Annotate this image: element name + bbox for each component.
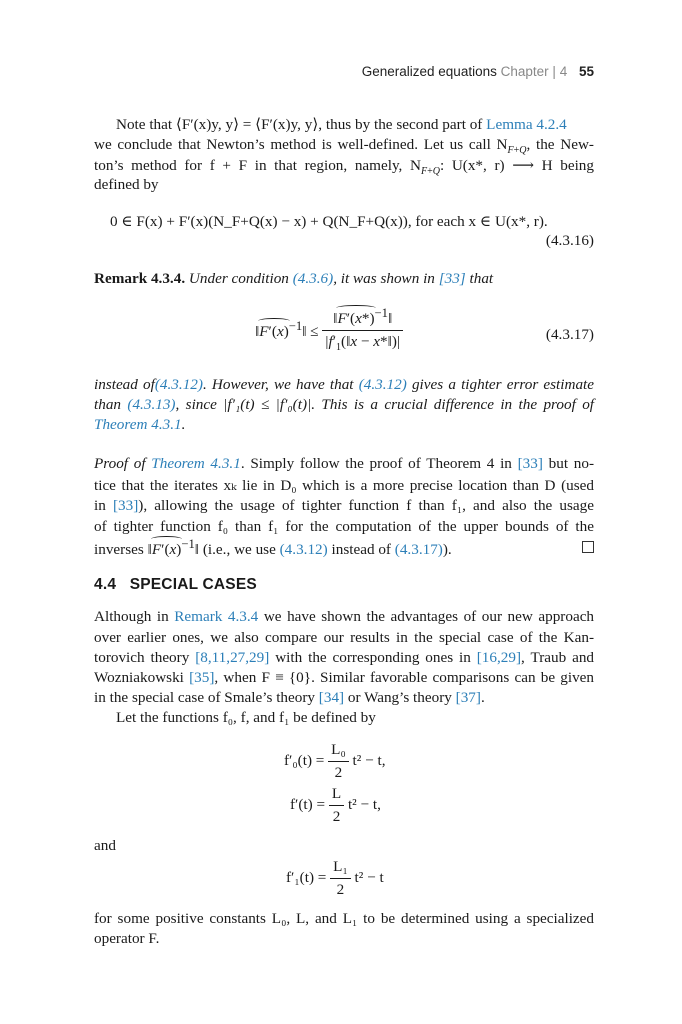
remark-cont-line-2 bbox=[94, 396, 594, 414]
page-number: 55 bbox=[578, 64, 594, 79]
remark-label: Remark 4.3.4. bbox=[94, 270, 186, 287]
proof-l5d: ). bbox=[442, 541, 452, 559]
special-line-2 bbox=[94, 629, 594, 647]
special-line-7 bbox=[94, 910, 594, 928]
proof-l1: . Simply follow the proof of Theorem 4 in bbox=[240, 455, 512, 472]
f0-den: 2 bbox=[334, 764, 343, 781]
proof-line-4 bbox=[94, 518, 594, 536]
f1-lhs: f′₁(t) = bbox=[286, 868, 327, 886]
equation-4-3-17: $‖F'(x)^{-1}‖$ ≤ $\frac{‖F'(x*)^{-1}‖}{|f'_1(‖x - x*‖)|}$ bbox=[255, 306, 403, 353]
paragraph-1-line-1 bbox=[94, 115, 594, 134]
p1-line2b: , the New- bbox=[526, 136, 594, 153]
proof-line-3 bbox=[94, 497, 594, 515]
sp-l3c: , Traub and bbox=[521, 649, 595, 666]
proof-l5c: instead of bbox=[331, 541, 391, 559]
section-number: 4.4 bbox=[94, 576, 117, 593]
p1-line3b: : U(x*, r) ⟶ H being bbox=[439, 157, 594, 174]
rc-l2b: , since |f′₁(t) ≤ |f′₀(t)|. This is a crucial difference in the proof of bbox=[175, 396, 595, 413]
p1-intro: Note that ⟨F′(x)y, y⟩ = ⟨F′(x)y, y⟩, thus by the second part of bbox=[116, 116, 483, 133]
link-lemma-4-2-4[interactable]: Lemma 4.2.4 bbox=[486, 116, 567, 133]
remark-text-1: Under condition bbox=[188, 270, 289, 287]
qed-symbol bbox=[582, 540, 594, 558]
paragraph-1-line-2: we conclude that Newton’s method is well-defined. Let us call $N_{F+Q}$, the New- bbox=[94, 136, 594, 157]
proof-l4: of tighter function f₀ than f₁ for the computation of the upper bounds of the bbox=[94, 518, 594, 535]
remark-cont-line-3 bbox=[94, 416, 594, 434]
f0-tail: t² − t, bbox=[352, 751, 386, 769]
sp-l4a: Wozniakowski bbox=[94, 669, 184, 686]
f0-num: L₀ bbox=[328, 741, 349, 762]
rc-l1c: gives a tighter error estimate bbox=[411, 376, 595, 393]
ref-4-3-12-b[interactable]: (4.3.12) bbox=[358, 376, 407, 393]
paragraph-1-line-3: ton’s method for f + F in that region, namely, $N_{F+Q}$: U(x*, r) ⟶ H being bbox=[94, 157, 594, 178]
ref-8-11-27-29[interactable]: [8,11,27,29] bbox=[195, 649, 270, 666]
header-separator: | bbox=[552, 64, 556, 79]
sp-l7: for some positive constants L₀, L, and L₁ to be determined using a specialized bbox=[94, 910, 594, 927]
ref-37[interactable]: [37] bbox=[455, 689, 481, 706]
ref-remark-4-3-4[interactable]: Remark 4.3.4 bbox=[174, 608, 259, 625]
proof-line-1 bbox=[94, 455, 594, 473]
f-lhs: f′(t) = bbox=[290, 795, 326, 813]
proof-l5a: inverses ‖ bbox=[94, 541, 152, 559]
remark-text-3: that bbox=[469, 270, 494, 287]
section-title: SPECIAL CASES bbox=[129, 576, 257, 593]
f1-num: L₁ bbox=[330, 858, 351, 879]
sp-l3a: torovich theory bbox=[94, 649, 190, 666]
sp-l5c: . bbox=[480, 689, 485, 706]
f-den: 2 bbox=[332, 808, 341, 825]
equation-number-4-3-16: (4.3.16) bbox=[545, 232, 594, 249]
equation-4-3-16: 0 ∈ F(x) + F′(x)(N_F+Q(x) − x) + Q(N_F+Q(x)), for each x ∈ U(x*, r). bbox=[110, 213, 548, 230]
ref-4-3-12-a[interactable]: (4.3.12) bbox=[154, 376, 203, 393]
f1-den: 2 bbox=[336, 881, 345, 898]
proof-l3a: in bbox=[94, 497, 106, 514]
ref-35[interactable]: [35] bbox=[189, 669, 215, 686]
equation-f1 bbox=[286, 858, 384, 899]
p1-line2: we conclude that Newton’s method is well-defined. Let us call N bbox=[94, 136, 508, 153]
proof-l1b: but no- bbox=[548, 455, 595, 472]
equation-f0 bbox=[284, 741, 386, 782]
proof-l3b: ), allowing the usage of tighter function f than f₁, and also the usage bbox=[138, 497, 594, 514]
special-line-8: operator F. bbox=[94, 930, 160, 947]
sp-l5b: or Wang’s theory bbox=[347, 689, 452, 706]
ref-4-3-17[interactable]: (4.3.17) bbox=[394, 541, 443, 559]
proof-line-2 bbox=[94, 476, 594, 495]
running-header bbox=[362, 64, 594, 79]
proof-l2: tice that the iterates xₖ lie in D₀ which is a more precise location than D (used bbox=[94, 477, 594, 494]
proof-l5b: ‖ (i.e., we use bbox=[194, 541, 276, 559]
ref-4-3-13[interactable]: (4.3.13) bbox=[127, 396, 176, 413]
f-tail: t² − t, bbox=[347, 795, 381, 813]
remark-heading-line bbox=[94, 270, 594, 288]
sp-l1a: Although in bbox=[94, 608, 169, 625]
rc-l1a: instead of bbox=[94, 376, 155, 393]
f-num: L bbox=[329, 785, 344, 806]
special-line-4 bbox=[94, 669, 594, 687]
ref-4-3-6[interactable]: (4.3.6) bbox=[292, 270, 334, 287]
ref-33-remark[interactable]: [33] bbox=[438, 270, 466, 287]
sp-l3b: with the corresponding ones in bbox=[275, 649, 471, 666]
and-word: and bbox=[94, 837, 116, 854]
special-line-1 bbox=[94, 608, 594, 626]
header-chapter-label: Chapter bbox=[500, 64, 549, 79]
ref-16-29[interactable]: [16,29] bbox=[476, 649, 522, 666]
special-line-5 bbox=[94, 689, 594, 707]
rc-l1b: . However, we have that bbox=[202, 376, 354, 393]
ref-33-proof-b[interactable]: [33] bbox=[112, 497, 139, 514]
sp-l4b: , when F ≡ {0}. Similar favorable comparisons can be given bbox=[214, 669, 595, 686]
rc-l3b: . bbox=[181, 416, 186, 433]
equation-f bbox=[290, 785, 381, 826]
sp-l5a: in the special case of Smale’s theory bbox=[94, 689, 315, 706]
ref-34[interactable]: [34] bbox=[318, 689, 345, 706]
sp-l1b: we have shown the advantages of our new approach bbox=[263, 608, 595, 625]
remark-cont-line-1 bbox=[94, 376, 594, 394]
proof-label: Proof of bbox=[94, 455, 146, 472]
equation-number-4-3-17: (4.3.17) bbox=[545, 326, 594, 343]
special-line-3 bbox=[94, 649, 594, 667]
p1-line3: ton’s method for f + F in that region, namely, N bbox=[94, 157, 421, 174]
f0-lhs: f′₀(t) = bbox=[284, 751, 325, 769]
paragraph-1-line-4: defined by bbox=[94, 176, 159, 193]
remark-text-2: , it was shown in bbox=[333, 270, 435, 287]
hat-operator: F′(x) bbox=[151, 541, 182, 559]
rc-l2a: than bbox=[94, 396, 122, 413]
special-line-6: Let the functions f₀, f, and f₁ be defined by bbox=[116, 709, 376, 726]
sp-l2: over earlier ones, we also compare our results in the special case of the Kan- bbox=[94, 629, 594, 646]
header-title: Generalized equations bbox=[361, 64, 497, 79]
ref-33-proof-a[interactable]: [33] bbox=[517, 455, 543, 472]
ref-theorem-4-3-1-a[interactable]: Theorem 4.3.1 bbox=[94, 416, 182, 433]
f1-tail: t² − t bbox=[354, 868, 384, 886]
header-chapter-number: 4 bbox=[559, 64, 568, 79]
proof-line-5: inverses $‖F'(x)^{-1}‖$ (i.e., we use (4.3.12) instead of (4.3.17)). bbox=[94, 537, 452, 559]
ref-4-3-12-c[interactable]: (4.3.12) bbox=[279, 541, 328, 559]
section-heading bbox=[94, 576, 257, 594]
ref-theorem-4-3-1-b[interactable]: Theorem 4.3.1 bbox=[151, 455, 241, 472]
